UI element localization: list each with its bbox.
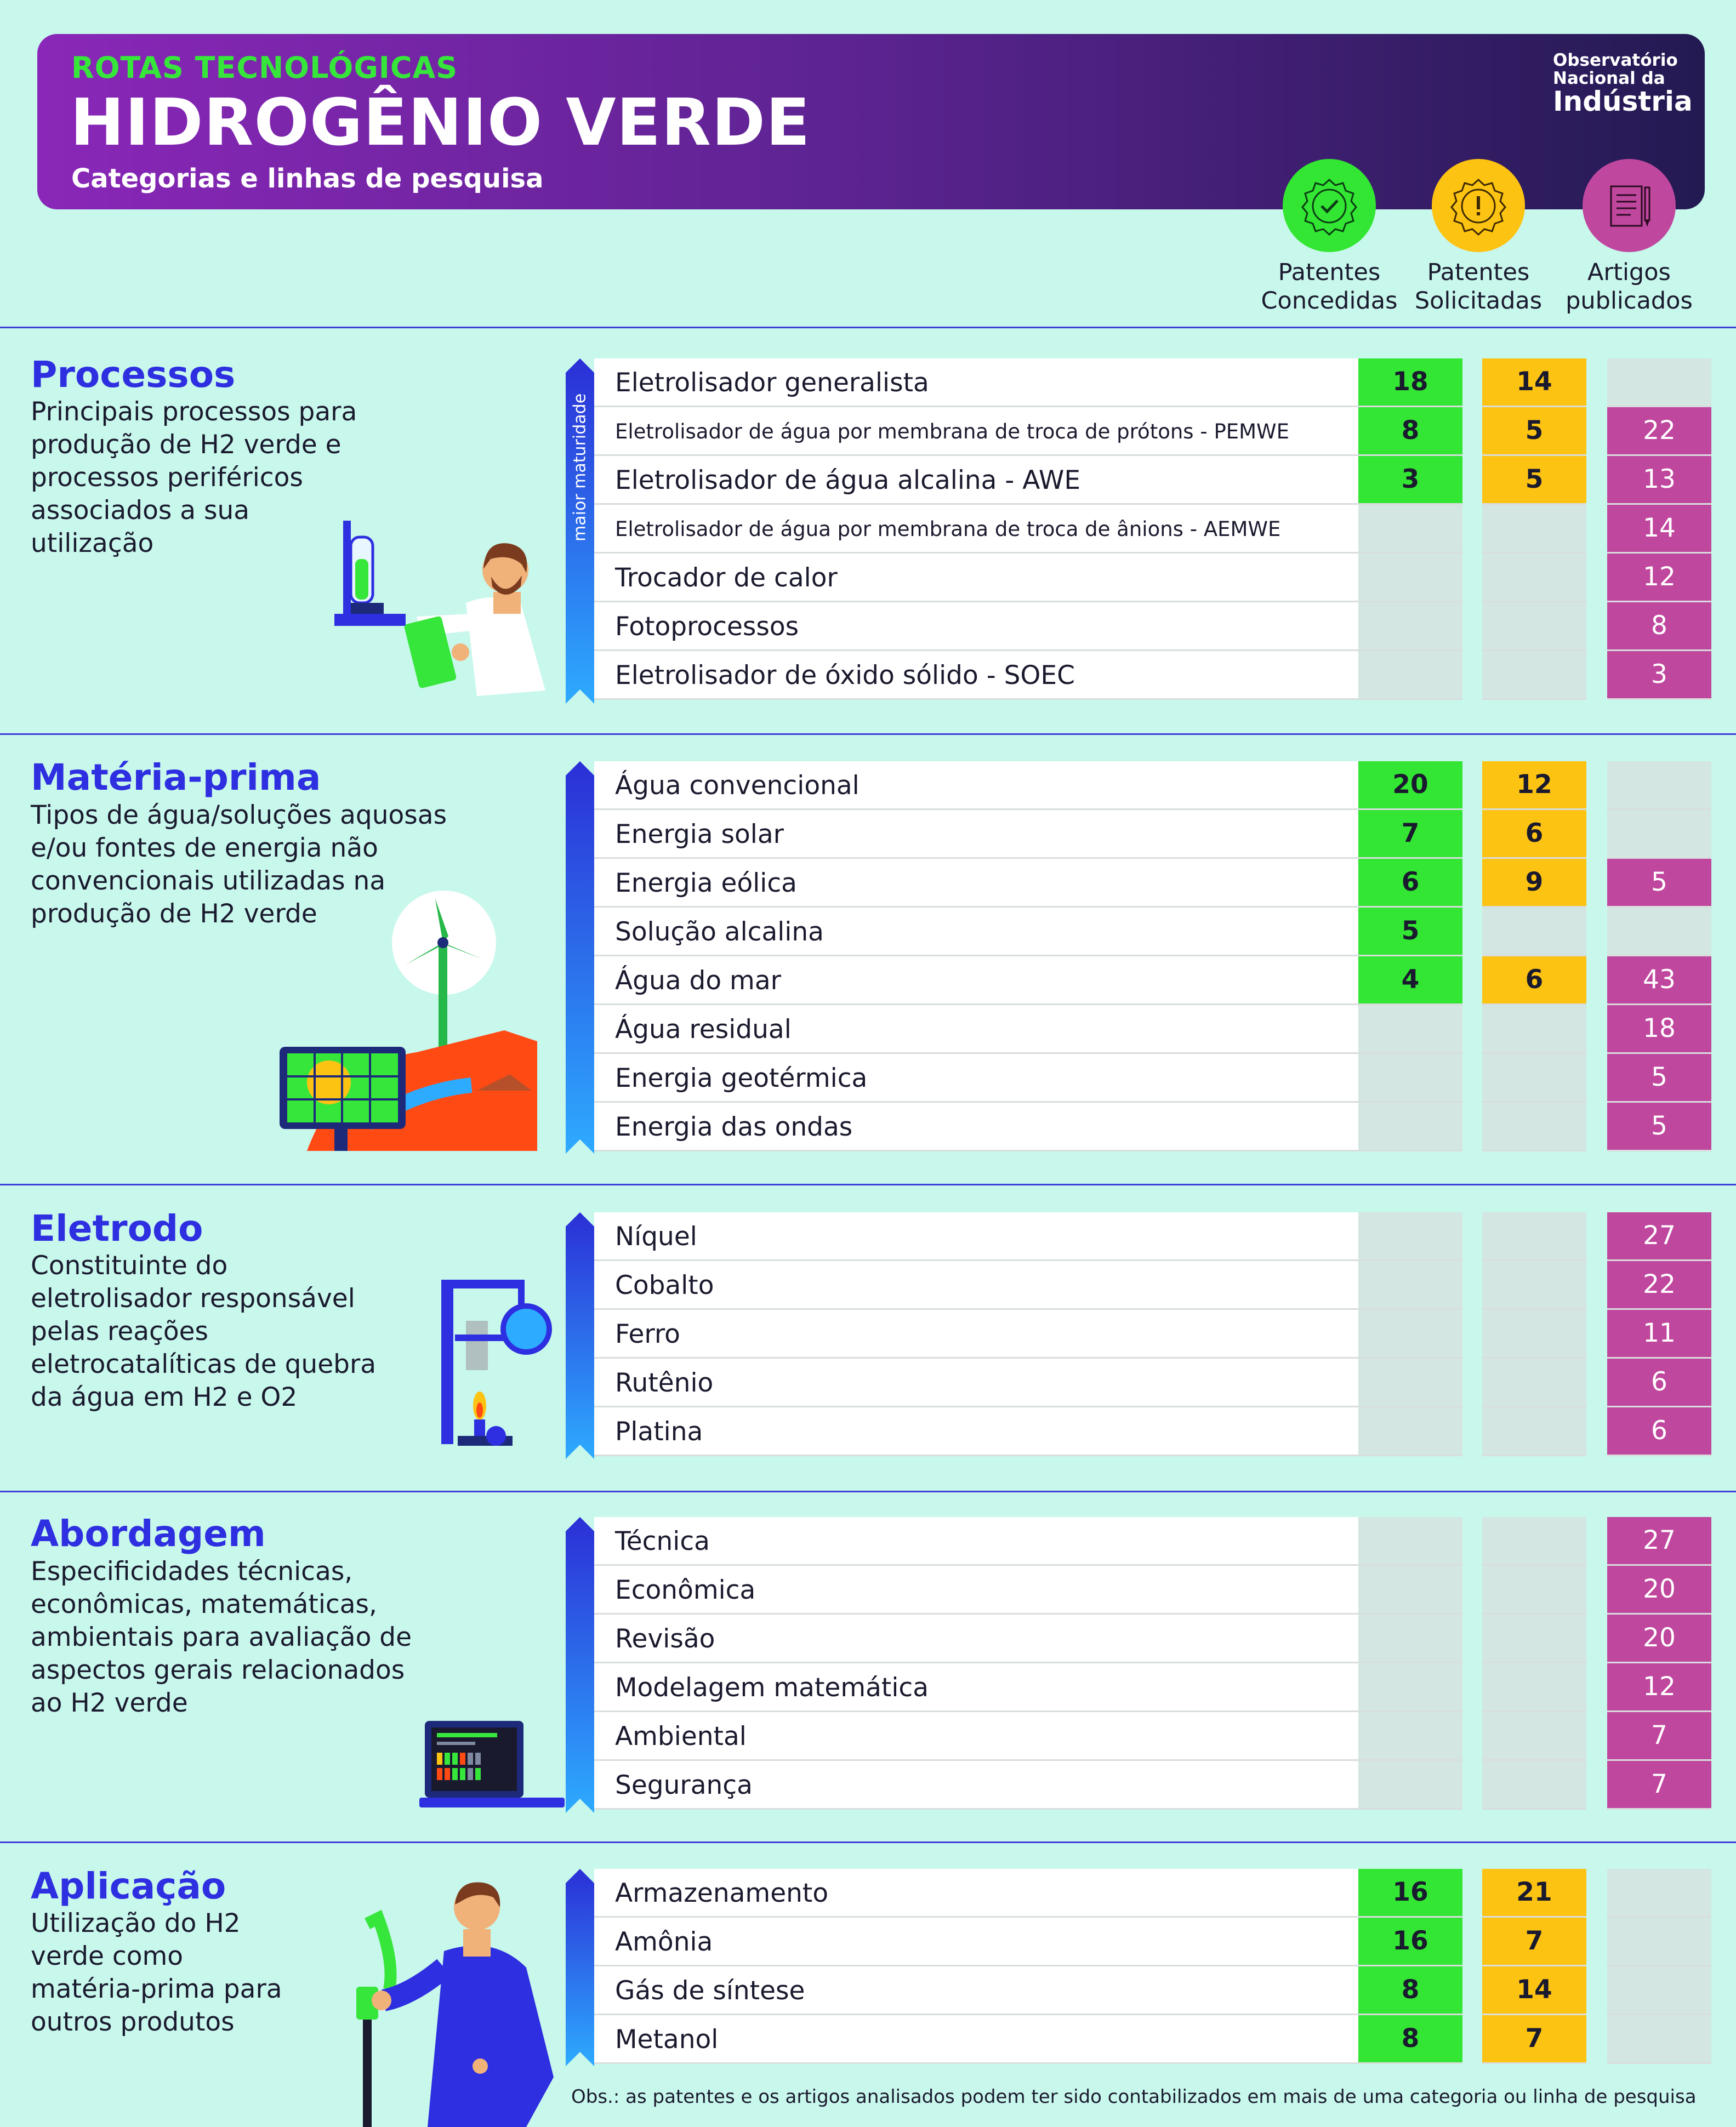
row-label: Fotoprocessos <box>615 612 799 642</box>
table-row <box>594 1359 1706 1407</box>
row-label-cell <box>594 1407 1358 1456</box>
section-divider <box>0 1184 1736 1185</box>
cell-articles: 5 <box>1607 859 1711 908</box>
desc-line: processos periféricos <box>31 463 303 493</box>
desc-line: pelas reações <box>31 1316 209 1347</box>
legend-articles-line2: publicados <box>1566 287 1693 315</box>
cell-articles: 13 <box>1607 456 1711 505</box>
cell-filed <box>1482 1407 1586 1456</box>
table-row <box>594 1005 1706 1054</box>
cell-filed: 7 <box>1482 1918 1586 1966</box>
desc-line: ao H2 verde <box>31 1688 188 1718</box>
cell-articles: 6 <box>1607 1359 1711 1407</box>
cell-filed <box>1482 1005 1586 1054</box>
cell-granted: 3 <box>1358 456 1462 505</box>
row-label: Solução alcalina <box>615 917 824 947</box>
table-row <box>594 602 1706 651</box>
row-label: Água residual <box>615 1014 792 1045</box>
cell-articles: 20 <box>1607 1615 1711 1663</box>
section-description-eletrodo <box>31 1250 376 1414</box>
row-label-cell <box>594 505 1358 554</box>
cell-filed: 9 <box>1482 859 1586 908</box>
table-row <box>594 651 1706 700</box>
row-label: Ferro <box>615 1319 680 1349</box>
desc-line: eletrolisador responsável <box>31 1284 355 1314</box>
row-label-cell <box>594 956 1358 1005</box>
table-row <box>594 1103 1706 1151</box>
cell-filed <box>1482 1212 1586 1261</box>
cell-articles: 5 <box>1607 1054 1711 1103</box>
cell-articles: 27 <box>1607 1212 1711 1261</box>
cell-granted <box>1358 1663 1462 1712</box>
table-row <box>594 1869 1706 1918</box>
row-label: Segurança <box>615 1770 753 1800</box>
cell-granted <box>1358 1310 1462 1359</box>
cell-articles <box>1607 810 1711 859</box>
row-label-cell <box>594 1966 1358 2015</box>
cell-filed: 6 <box>1482 810 1586 859</box>
cell-articles: 5 <box>1607 1103 1711 1151</box>
table-row <box>594 1761 1706 1810</box>
row-label-cell <box>594 1359 1358 1407</box>
cell-granted <box>1358 1407 1462 1456</box>
cell-granted <box>1358 1054 1462 1103</box>
table-row <box>594 505 1706 554</box>
cell-articles: 11 <box>1607 1310 1711 1359</box>
cell-filed: 7 <box>1482 2015 1586 2064</box>
cell-articles <box>1607 2015 1711 2064</box>
row-label-cell <box>594 1615 1358 1663</box>
table-row <box>594 810 1706 859</box>
row-label: Energia solar <box>615 819 784 849</box>
table-row <box>594 1212 1706 1261</box>
cell-granted <box>1358 1261 1462 1310</box>
cell-filed: 14 <box>1482 358 1586 407</box>
cell-filed: 21 <box>1482 1869 1586 1918</box>
row-label-cell <box>594 1761 1358 1810</box>
row-label: Eletrolisador de água alcalina - AWE <box>615 465 1081 495</box>
laptop-illustration <box>419 1715 567 1811</box>
cell-articles: 20 <box>1607 1566 1711 1615</box>
cell-filed <box>1482 1103 1586 1151</box>
cell-granted: 16 <box>1358 1869 1462 1918</box>
cell-articles <box>1607 908 1711 956</box>
table-processos <box>566 358 1706 704</box>
cell-granted <box>1358 1359 1462 1407</box>
table-row <box>594 908 1706 956</box>
cell-granted <box>1358 505 1462 554</box>
row-label-cell <box>594 2015 1358 2064</box>
cell-articles: 14 <box>1607 505 1711 554</box>
row-label-cell <box>594 1663 1358 1712</box>
row-label-cell <box>594 810 1358 859</box>
legend-filed-line1: Patentes <box>1427 259 1530 286</box>
cell-articles: 3 <box>1607 651 1711 700</box>
desc-line: e/ou fontes de energia não <box>31 833 378 863</box>
desc-line: econômicas, matemáticas, <box>31 1589 377 1620</box>
renewable-energy-illustration <box>274 882 548 1151</box>
maturity-arrow <box>566 1517 594 1813</box>
certificate-alert-icon <box>1432 159 1525 252</box>
cell-articles: 7 <box>1607 1761 1711 1810</box>
legend-filed <box>1402 159 1555 315</box>
cell-granted <box>1358 1761 1462 1810</box>
section-divider <box>0 327 1736 328</box>
cell-granted: 4 <box>1358 956 1462 1005</box>
cell-filed: 6 <box>1482 956 1586 1005</box>
desc-line: Principais processos para <box>31 397 357 427</box>
row-label-cell <box>594 407 1358 456</box>
row-label-cell <box>594 554 1358 602</box>
row-label: Modelagem matemática <box>615 1673 929 1703</box>
table-row <box>594 1407 1706 1456</box>
cell-articles: 18 <box>1607 1005 1711 1054</box>
desc-line: outros produtos <box>31 2007 235 2037</box>
cell-granted: 7 <box>1358 810 1462 859</box>
cell-articles: 27 <box>1607 1517 1711 1566</box>
desc-line: Tipos de água/soluções aquosas <box>31 800 447 830</box>
brand-line-2: Nacional da <box>1553 68 1665 88</box>
brand-line-1: Observatório <box>1553 50 1678 70</box>
page-title: HIDROGÊNIO VERDE <box>70 84 811 160</box>
cell-articles <box>1607 358 1711 407</box>
cell-filed <box>1482 651 1586 700</box>
row-label-cell <box>594 456 1358 505</box>
cell-granted: 16 <box>1358 1918 1462 1966</box>
cell-filed <box>1482 908 1586 956</box>
row-label: Água do mar <box>615 966 781 996</box>
table-row <box>594 1517 1706 1566</box>
row-label-cell <box>594 1310 1358 1359</box>
row-label: Gás de síntese <box>615 1976 805 2006</box>
cell-articles: 6 <box>1607 1407 1711 1456</box>
cell-filed <box>1482 1615 1586 1663</box>
desc-line: Especificidades técnicas, <box>31 1556 353 1587</box>
row-label-cell <box>594 1712 1358 1761</box>
cell-filed <box>1482 1310 1586 1359</box>
cell-granted <box>1358 1615 1462 1663</box>
row-label: Energia geotérmica <box>615 1063 868 1093</box>
desc-line: utilização <box>31 528 154 558</box>
cell-articles: 22 <box>1607 1261 1711 1310</box>
cell-granted: 18 <box>1358 358 1462 407</box>
section-divider <box>0 1841 1736 1843</box>
row-label-cell <box>594 1005 1358 1054</box>
cell-filed <box>1482 1517 1586 1566</box>
cell-filed <box>1482 1566 1586 1615</box>
row-label: Eletrolisador de água por membrana de troca de prótons - PEMWE <box>615 420 1290 443</box>
document-pen-icon <box>1583 159 1676 252</box>
table-row <box>594 1663 1706 1712</box>
table-row <box>594 456 1706 505</box>
table-aplicacao <box>566 1869 1706 2066</box>
cell-filed <box>1482 1054 1586 1103</box>
lab-apparatus-illustration <box>436 1269 556 1450</box>
row-label-cell <box>594 1918 1358 1966</box>
cell-granted <box>1358 1103 1462 1151</box>
row-label: Eletrolisador generalista <box>615 368 929 398</box>
footnote: Obs.: as patentes e os artigos analisados podem ter sido contabilizados em mais de uma categoria ou linha de pesquisa <box>571 2086 1697 2108</box>
section-description-aplicacao <box>31 1907 282 2039</box>
desc-line: aspectos gerais relacionados <box>31 1655 405 1685</box>
desc-line: convencionais utilizadas na <box>31 866 386 896</box>
cell-filed: 5 <box>1482 456 1586 505</box>
page-subtitle: Categorias e linhas de pesquisa <box>71 163 544 194</box>
brand-line-3: Indústria <box>1553 85 1693 118</box>
section-title-processos: Processos <box>31 353 236 396</box>
cell-granted <box>1358 651 1462 700</box>
row-label: Armazenamento <box>615 1878 829 1908</box>
cell-filed <box>1482 602 1586 651</box>
table-row <box>594 1566 1706 1615</box>
cell-granted: 6 <box>1358 859 1462 908</box>
row-label-cell <box>594 1869 1358 1918</box>
cell-filed: 14 <box>1482 1966 1586 2015</box>
cell-granted <box>1358 1005 1462 1054</box>
maturity-arrow <box>566 761 594 1154</box>
row-label: Eletrolisador de óxido sólido - SOEC <box>615 660 1075 691</box>
cell-granted <box>1358 602 1462 651</box>
row-label: Metanol <box>615 2025 719 2055</box>
table-row <box>594 761 1706 810</box>
cell-articles: 12 <box>1607 1663 1711 1712</box>
desc-line: eletrocatalíticas de quebra <box>31 1349 377 1379</box>
table-row <box>594 1966 1706 2015</box>
cell-filed <box>1482 1261 1586 1310</box>
cell-articles <box>1607 761 1711 810</box>
row-label-cell <box>594 1261 1358 1310</box>
row-label: Energia das ondas <box>615 1112 853 1142</box>
row-label: Rutênio <box>615 1368 714 1398</box>
section-title-eletrodo: Eletrodo <box>31 1207 203 1250</box>
table-row <box>594 554 1706 602</box>
row-label-cell <box>594 908 1358 956</box>
cell-granted: 8 <box>1358 2015 1462 2064</box>
row-label: Água convencional <box>615 771 860 801</box>
cell-filed: 12 <box>1482 761 1586 810</box>
header-kicker: ROTAS TECNOLÓGICAS <box>71 50 458 85</box>
cell-filed <box>1482 1712 1586 1761</box>
desc-line: Constituinte do <box>31 1251 228 1281</box>
section-description-processos <box>31 396 357 560</box>
row-label-cell <box>594 1212 1358 1261</box>
cell-granted <box>1358 1566 1462 1615</box>
desc-line: Utilização do H2 <box>31 1908 241 1938</box>
cell-filed <box>1482 1359 1586 1407</box>
row-label-cell <box>594 1054 1358 1103</box>
cell-granted <box>1358 554 1462 602</box>
cell-articles: 22 <box>1607 407 1711 456</box>
cell-granted <box>1358 1212 1462 1261</box>
cell-articles: 43 <box>1607 956 1711 1005</box>
brand-logo <box>1553 50 1693 118</box>
cell-articles <box>1607 1966 1711 2015</box>
cell-granted: 20 <box>1358 761 1462 810</box>
row-label: Trocador de calor <box>615 563 838 593</box>
legend-articles <box>1552 159 1706 315</box>
cell-filed: 5 <box>1482 407 1586 456</box>
row-label-cell <box>594 859 1358 908</box>
cell-granted: 8 <box>1358 407 1462 456</box>
table-row <box>594 1615 1706 1663</box>
cell-granted: 8 <box>1358 1966 1462 2015</box>
table-row <box>594 1712 1706 1761</box>
legend-articles-line1: Artigos <box>1587 259 1671 286</box>
cell-articles: 8 <box>1607 602 1711 651</box>
desc-line: produção de H2 verde e <box>31 430 341 460</box>
row-label-cell <box>594 1566 1358 1615</box>
section-divider <box>0 1491 1736 1492</box>
table-row <box>594 1918 1706 1966</box>
desc-line: produção de H2 verde <box>31 899 317 929</box>
table-row <box>594 407 1706 456</box>
row-label: Eletrolisador de água por membrana de troca de ânions - AEMWE <box>615 517 1281 541</box>
legend-filed-line2: Solicitadas <box>1414 287 1543 315</box>
desc-line: da água em H2 e O2 <box>31 1382 298 1412</box>
maturity-label: maior maturidade <box>570 393 590 542</box>
cell-articles: 12 <box>1607 554 1711 602</box>
row-label: Platina <box>615 1417 703 1447</box>
table-eletrodo <box>566 1212 1706 1459</box>
row-label-cell <box>594 761 1358 810</box>
section-divider <box>0 733 1736 735</box>
row-label: Ambiental <box>615 1721 747 1752</box>
table-row <box>594 956 1706 1005</box>
row-label: Econômica <box>615 1575 756 1605</box>
cell-articles <box>1607 1869 1711 1918</box>
table-row <box>594 859 1706 908</box>
row-label: Amônia <box>615 1927 713 1957</box>
table-row <box>594 358 1706 407</box>
table-row <box>594 2015 1706 2064</box>
row-label-cell <box>594 602 1358 651</box>
section-title-materia-prima: Matéria-prima <box>31 756 321 799</box>
row-label: Cobalto <box>615 1270 714 1301</box>
row-label-cell <box>594 1103 1358 1151</box>
legend-granted <box>1253 159 1406 315</box>
table-row <box>594 1310 1706 1359</box>
row-label-cell <box>594 651 1358 700</box>
cell-articles <box>1607 1918 1711 1966</box>
legend-granted-line2: Concedidas <box>1261 287 1398 315</box>
row-label: Técnica <box>615 1526 710 1556</box>
row-label: Níquel <box>615 1222 697 1252</box>
table-abordagem <box>566 1517 1706 1813</box>
row-label-cell <box>594 358 1358 407</box>
table-materia-prima <box>566 761 1706 1154</box>
row-label-cell <box>594 1517 1358 1566</box>
scientist-illustration <box>329 510 559 707</box>
section-description-abordagem <box>31 1555 412 1720</box>
cell-articles: 7 <box>1607 1712 1711 1761</box>
cell-filed <box>1482 505 1586 554</box>
row-label: Energia eólica <box>615 868 797 898</box>
desc-line: ambientais para avaliação de <box>31 1622 412 1652</box>
legend-granted-line1: Patentes <box>1278 259 1381 286</box>
maturity-arrow <box>566 1869 594 2066</box>
cell-filed <box>1482 1663 1586 1712</box>
certificate-check-icon <box>1283 159 1376 252</box>
cell-granted: 5 <box>1358 908 1462 956</box>
maturity-arrow <box>566 1212 594 1459</box>
desc-line: verde como <box>31 1941 184 1971</box>
cell-filed <box>1482 554 1586 602</box>
cell-granted <box>1358 1712 1462 1761</box>
section-title-abordagem: Abordagem <box>31 1513 266 1555</box>
cell-granted <box>1358 1517 1462 1566</box>
desc-line: associados a sua <box>31 495 250 526</box>
table-row <box>594 1054 1706 1103</box>
worker-fuel-illustration <box>345 1869 565 2127</box>
section-title-aplicacao: Aplicação <box>31 1865 226 1907</box>
table-row <box>594 1261 1706 1310</box>
row-label: Revisão <box>615 1624 715 1654</box>
cell-filed <box>1482 1761 1586 1810</box>
desc-line: matéria-prima para <box>31 1974 282 2004</box>
